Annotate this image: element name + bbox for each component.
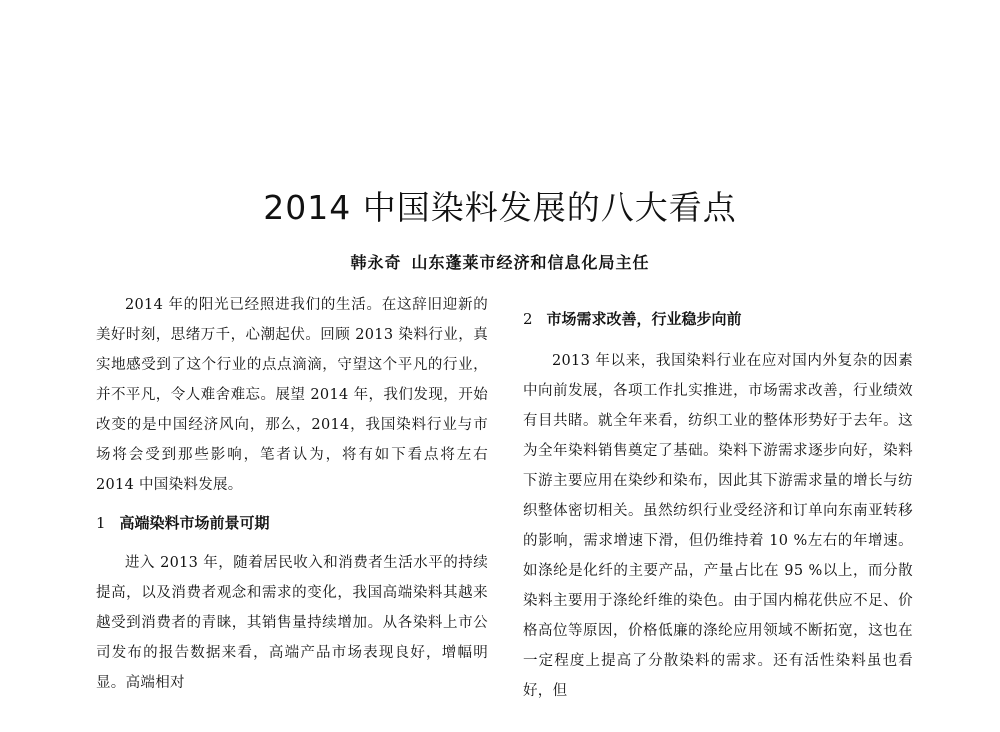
author-affiliation: 山东蓬莱市经济和信息化局主任	[411, 253, 650, 272]
intro-paragraph: 2014 年的阳光已经照进我们的生活。在这辞旧迎新的美好时刻，思绪万千，心潮起伏。回顾 2013 染料行业，真实地感受到了这个行业的点点滴滴，守望这个平凡的行业，并不平凡，令人难舍难忘。展望 2014 年，我们发现，开始改变的是中国经济风向，那么，2014，我国染料行业与市场将会受到那些影响，笔者认为，将有如下看点将左右 2014 中国染料发展。	[96, 297, 488, 493]
section-1-title: 高端染料市场前景可期	[119, 514, 270, 532]
author-name: 韩永奇	[350, 253, 402, 272]
section-1-number: 1	[96, 514, 106, 532]
section-2-title: 市场需求改善，行业稳步向前	[546, 310, 742, 328]
left-column	[96, 290, 488, 698]
right-column	[523, 290, 913, 706]
section-1-heading	[96, 508, 488, 538]
section-1-paragraph: 进入 2013 年，随着居民收入和消费者生活水平的持续提高，以及消费者观念和需求的变化，我国高端染料其越来越受到消费者的青睐，其销售量持续增加。从各染料上市公司发布的报告数据来看，高端产品市场表现良好，增幅明显。高端相对	[96, 555, 488, 691]
section-2-heading	[523, 304, 913, 334]
article-title: 2014 中国染料发展的八大看点	[263, 188, 737, 227]
section-2-number: 2	[523, 310, 533, 328]
byline	[0, 252, 1000, 274]
section-2-paragraph: 2013 年以来，我国染料行业在应对国内外复杂的因素中向前发展，各项工作扎实推进，市场需求改善，行业绩效有目共睹。就全年来看，纺织工业的整体形势好于去年。这为全年染料销售奠定了基础。染料下游需求逐步向好，染料下游主要应用在染纱和染布，因此其下游需求量的增长与纺织整体密切相关。虽然纺织行业受经济和订单向东南亚转移的影响，需求增速下滑，但仍维持着 10 %左右的年增速。如涤纶是化纤的主要产品，产量占比在 95 %以上，而分散染料主要用于涤纶纤维的染色。由于国内棉花供应不足、价格高位等原因，价格低廉的涤纶应用领域不断拓宽，这也在一定程度上提高了分散染料的需求。还有活性染料虽也看好，但	[523, 353, 913, 699]
